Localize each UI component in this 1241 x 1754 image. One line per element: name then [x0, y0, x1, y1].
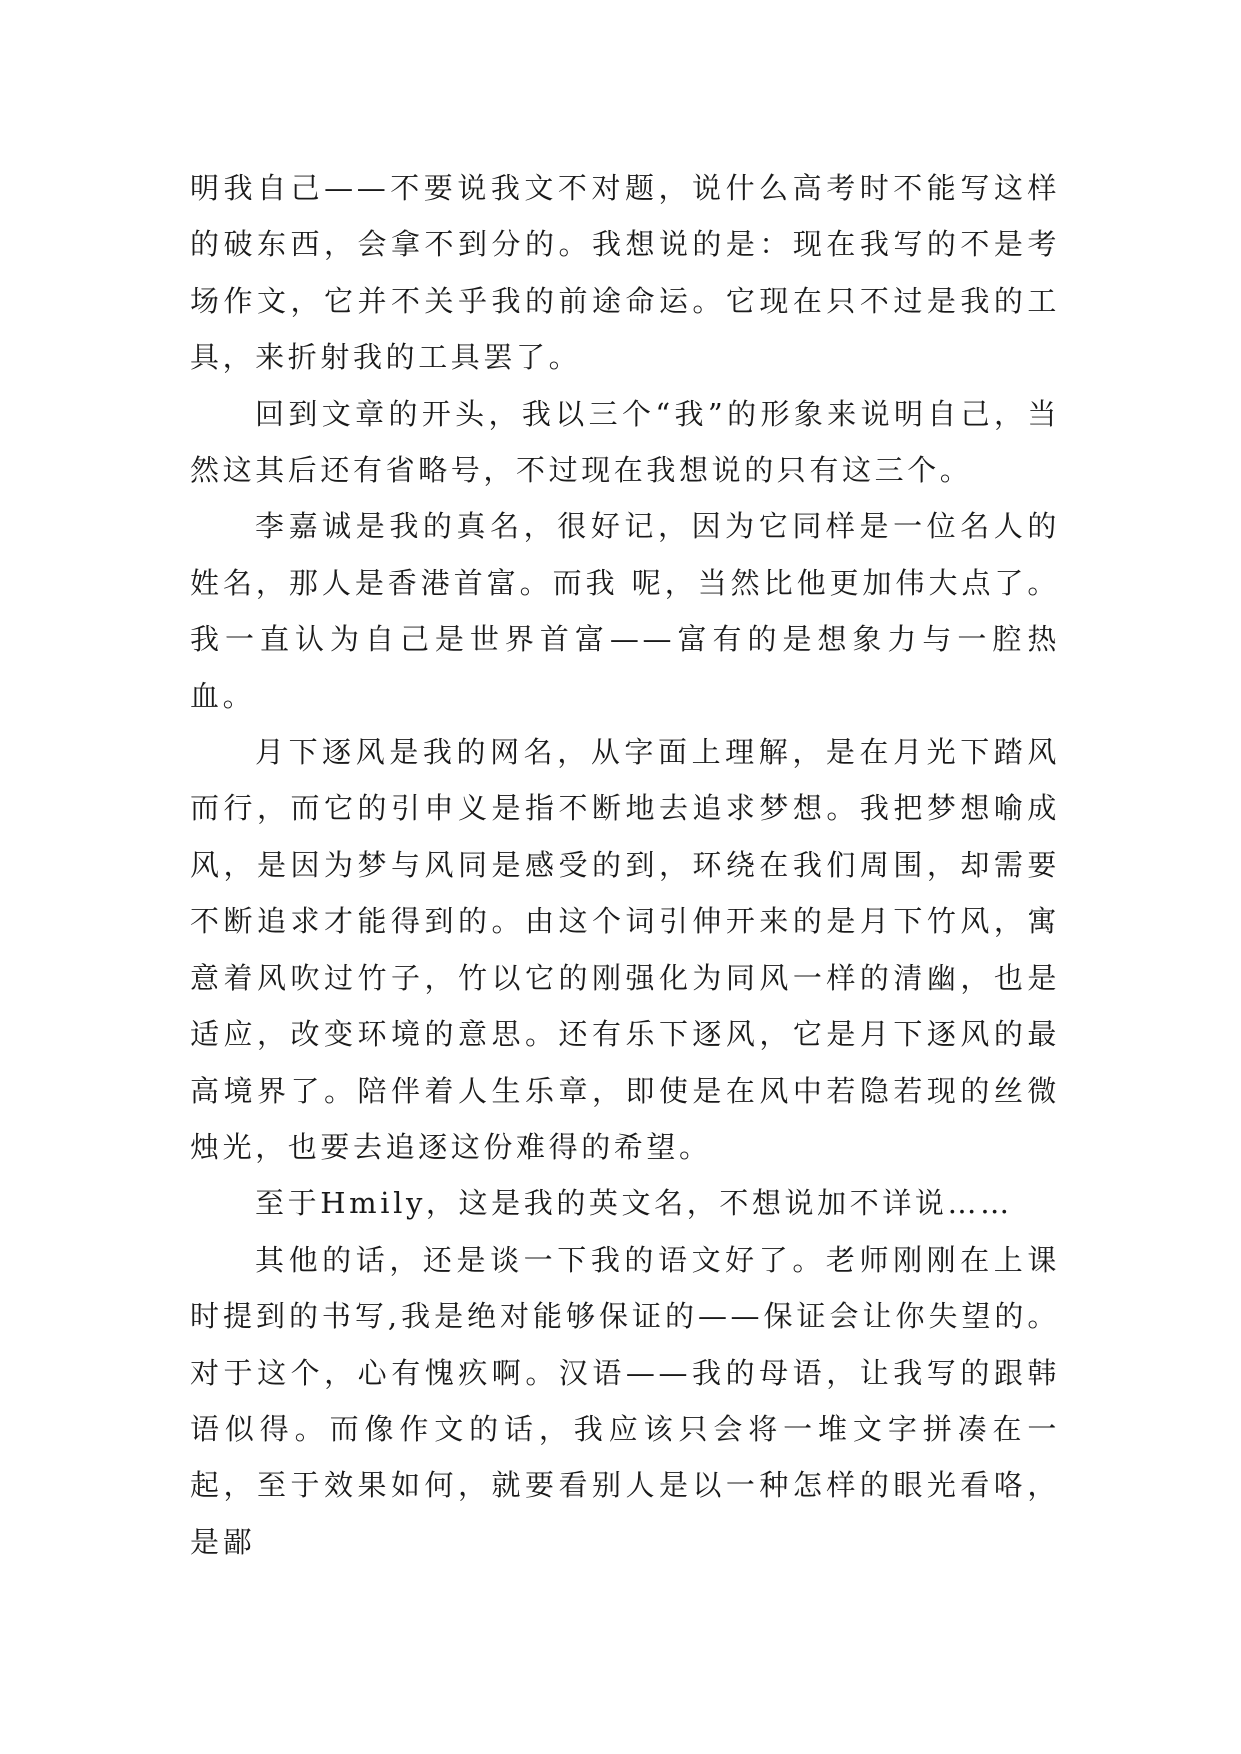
paragraph-online-name: 月下逐风是我的网名，从字面上理解，是在月光下踏风而行，而它的引申义是指不断地去追求梦想。我把梦想喻成风，是因为梦与风同是感受的到，环绕在我们周围，却需要不断追求才能得到的。由这个词引伸开来的是月下竹风，寓意着风吹过竹子，竹以它的刚强化为同风一样的清幽，也是适应，改变环境的意思。还有乐下逐风，它是月下逐风的最高境界了。陪伴着人生乐章，即使是在风中若隐若现的丝微烛光，也要去追逐这份难得的希望。 — [190, 735, 1060, 1164]
paragraph-english-name: 至于Hmily，这是我的英文名，不想说加不详说…… — [255, 1186, 1013, 1221]
paragraph-continuation: 明我自己——不要说我文不对题，说什么高考时不能写这样的破东西，会拿不到分的。我想说的是：现在我写的不是考场作文，它并不关乎我的前途命运。它现在只不过是我的工具，来折射我的工具罢了。 — [190, 171, 1060, 375]
paragraph-three-selves: 回到文章的开头，我以三个“我”的形象来说明自己，当然这其后还有省略号，不过现在我想说的只有这三个。 — [190, 396, 1060, 488]
document-body — [190, 160, 1060, 1570]
paragraph-chinese-writing: 其他的话，还是谈一下我的语文好了。老师刚刚在上课时提到的书写,我是绝对能够保证的——保证会让你失望的。对于这个，心有愧疚啊。汉语——我的母语，让我写的跟韩语似得。而像作文的话，我应该只会将一堆文字拼凑在一起，至于效果如何，就要看别人是以一种怎样的眼光看咯，是鄙 — [190, 1242, 1060, 1559]
paragraph-real-name: 李嘉诚是我的真名，很好记，因为它同样是一位名人的姓名，那人是香港首富。而我 呢，当然比他更加伟大点了。我一直认为自己是世界首富——富有的是想象力与一腔热血。 — [190, 509, 1060, 713]
